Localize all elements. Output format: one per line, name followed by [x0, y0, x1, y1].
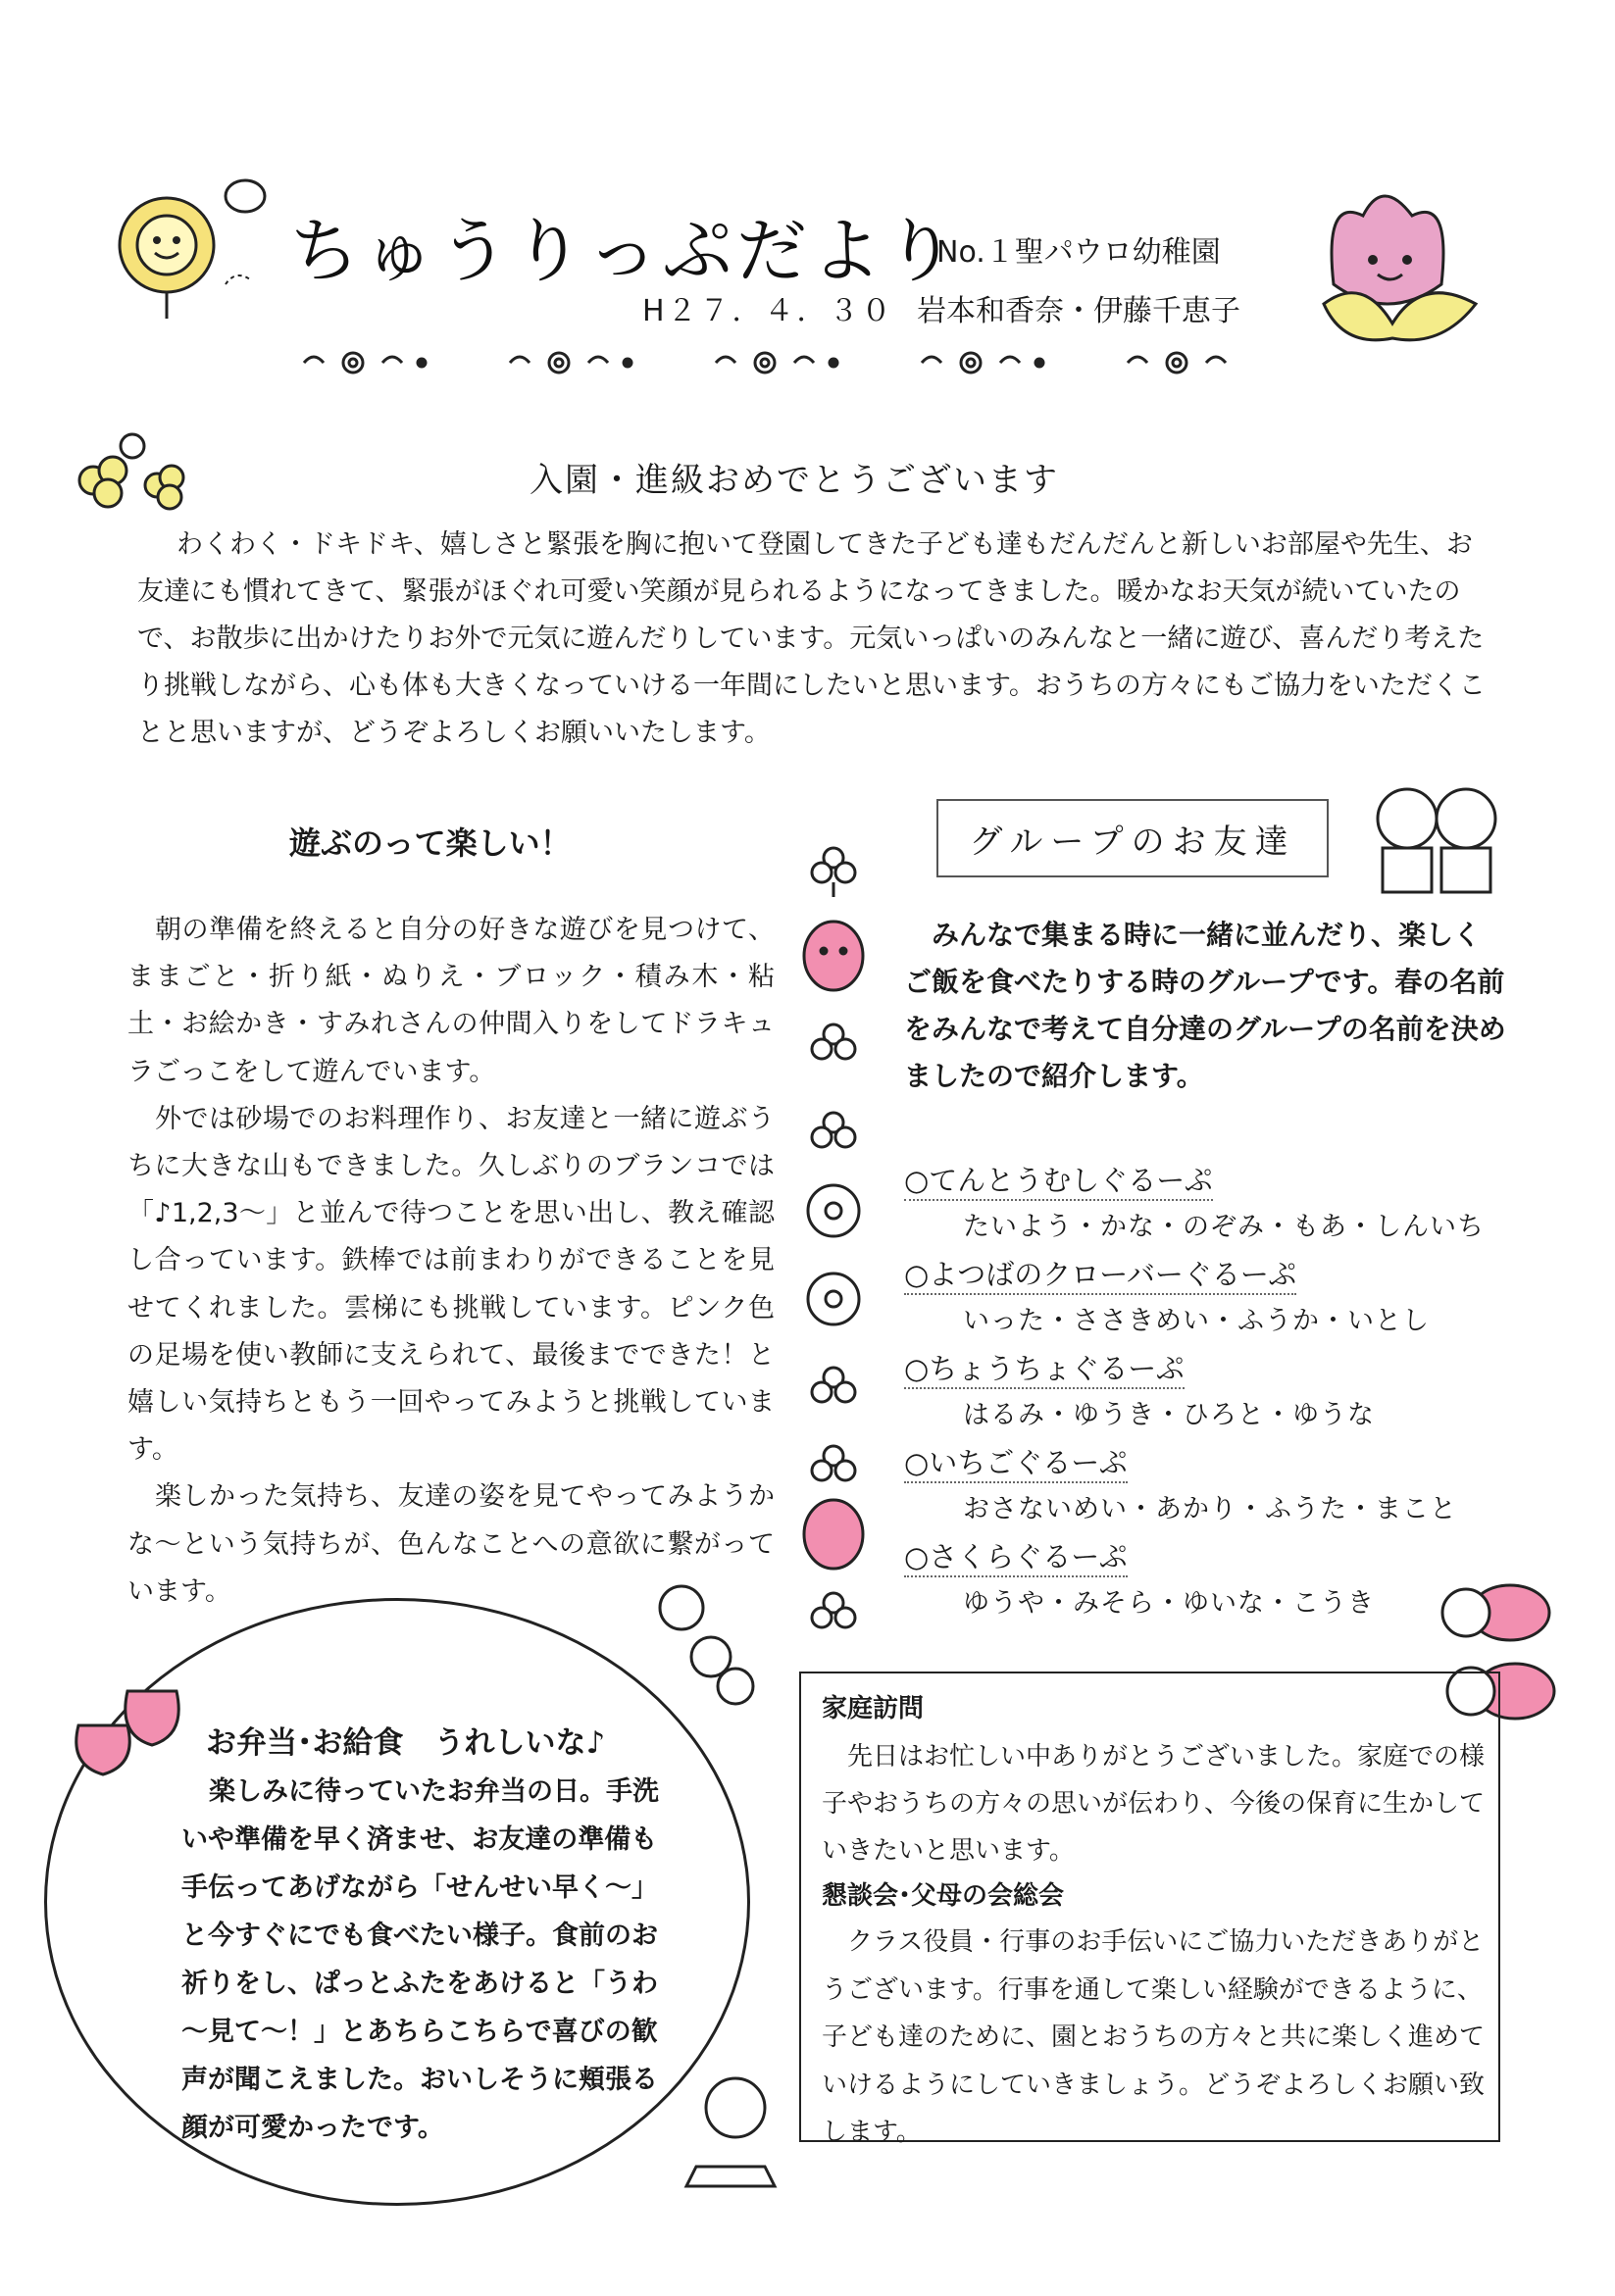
lunch-heading: お弁当･お給食 うれしいな♪ — [206, 1725, 606, 1761]
clover-illustration — [64, 426, 191, 524]
group-members: おさないめい・あかり・ふうた・まこと — [963, 1494, 1457, 1524]
play-section — [127, 907, 775, 1616]
group-name: ○よつばのクローバーぐるーぷ — [904, 1251, 1512, 1298]
play-paragraph-2: 外では砂場でのお料理作り、お友達と一緒に遊ぶうちに大きな山もできました。久しぶりのブランコでは「♪1,2,3～」と並んで待つことを思い出し、教え確認し合っています。鉄棒では前まわりができることを見せてくれました。雲梯にも挑戦しています。ピンク色の足場を使い教師に支えられて、最後までできた！と嬉しい気持ちともう一回やってみようと挑戦しています。 — [127, 1103, 775, 1466]
sunflower-bee-illustration — [108, 167, 275, 324]
child-eating-illustration — [647, 2069, 794, 2206]
group-members: はるみ・ゆうき・ひろと・ゆうな — [963, 1400, 1375, 1430]
group-name: ○ちょうちょぐるーぷ — [904, 1345, 1512, 1392]
parents-meeting-heading: 懇談会･父母の会総会 — [822, 1881, 1065, 1911]
group-list — [904, 1157, 1512, 1627]
clover-strawberry-column — [794, 838, 873, 1642]
authors: 岩本和香奈・伊藤千恵子 — [917, 294, 1240, 328]
tulip-illustration — [1304, 176, 1500, 353]
lunch-body: 楽しみに待っていたお弁当の日。手洗いや準備を早く済ませ、お友達の準備も手伝ってあげながら「せんせい早く～」と今すぐにでも食べたい様子。食前のお祈りをし、ぱっとふたをあけると「うわ～見て～！」とあちらこちらで喜びの歓声が聞こえました。おいしそうに頬張る顔が可愛かったです。 — [181, 1776, 659, 2143]
greeting-body: わくわく・ドキドキ、嬉しさと緊張を胸に抱いて登園してきた子ども達もだんだんと新しいお部屋や先生、お友達にも慣れてきて、緊張がほぐれ可愛い笑顔が見られるようになってきました。暖かなお天気が続いていたので、お散歩に出かけたりお外で元気に遊んだりしています。元気いっぱいのみんなと一緒に遊び、喜んだり考えたり挑戦しながら、心も体も大きくなっていける一年間にしたいと思います。おうちの方々にもご協力をいただくことと思いますが、どうぞよろしくお願いいたします。 — [137, 529, 1486, 748]
group-name: ○さくらぐるーぷ — [904, 1533, 1512, 1580]
group-members: ゆうや・みそら・ゆいな・こうき — [963, 1588, 1375, 1619]
group-members: いった・ささきめい・ふうか・いとし — [963, 1306, 1430, 1336]
group-name: ○てんとうむしぐるーぷ — [904, 1157, 1512, 1204]
issue-number: No.１聖パウロ幼稚園 — [936, 235, 1221, 270]
group-heading-banner: グループのお友達 — [936, 799, 1329, 877]
home-visit-body: 先日はお忙しい中ありがとうございました。家庭での様子やおうちの方々の思いが伝わり、今後の保育に生かしていきたいと思います。 — [822, 1742, 1486, 1866]
group-intro: みんなで集まる時に一緒に並んだり、楽しくご飯を食べたりする時のグループです。春の名前をみんなで考えて自分達のグループの名前を決めましたので紹介します。 — [904, 919, 1506, 1092]
group-members: たいよう・かな・のぞみ・もあ・しんいち — [963, 1212, 1485, 1242]
greeting-heading: 入園・進級おめでとうございます — [530, 461, 1059, 500]
issue-date: H２７．４．３０ — [642, 294, 894, 328]
group-name: ○いちごぐるーぷ — [904, 1439, 1512, 1486]
children-illustration — [1353, 765, 1520, 902]
flower-vine-divider — [294, 338, 1294, 387]
children-climbing-illustration — [642, 1578, 760, 1716]
strawberries-illustration — [59, 1667, 196, 1784]
newsletter-title: ちゅうりっぷだより — [289, 210, 961, 292]
play-paragraph-1: 朝の準備を終えると自分の好きな遊びを見つけて、ままごと・折り紙・ぬりえ・ブロック・積み木・粘土・お絵かき・すみれさんの仲間入りをしてドラキュラごっこをして遊んでいます。 — [127, 915, 775, 1087]
play-paragraph-3: 楽しかった気持ち、友達の姿を見てやってみようかな～という気持ちが、色んなことへの意欲に繋がっています。 — [127, 1481, 775, 1607]
home-visit-heading: 家庭訪問 — [822, 1694, 925, 1723]
parents-meeting-body: クラス役員・行事のお手伝いにご協力いただきありがとうございます。行事を通して楽しい経験ができるように、子ども達のために、園とおうちの方々と共に楽しく進めていけるようにしていきましょう。どうぞよろしくお願い致します。 — [822, 1927, 1486, 2147]
play-heading: 遊ぶのって楽しい！ — [289, 824, 572, 862]
